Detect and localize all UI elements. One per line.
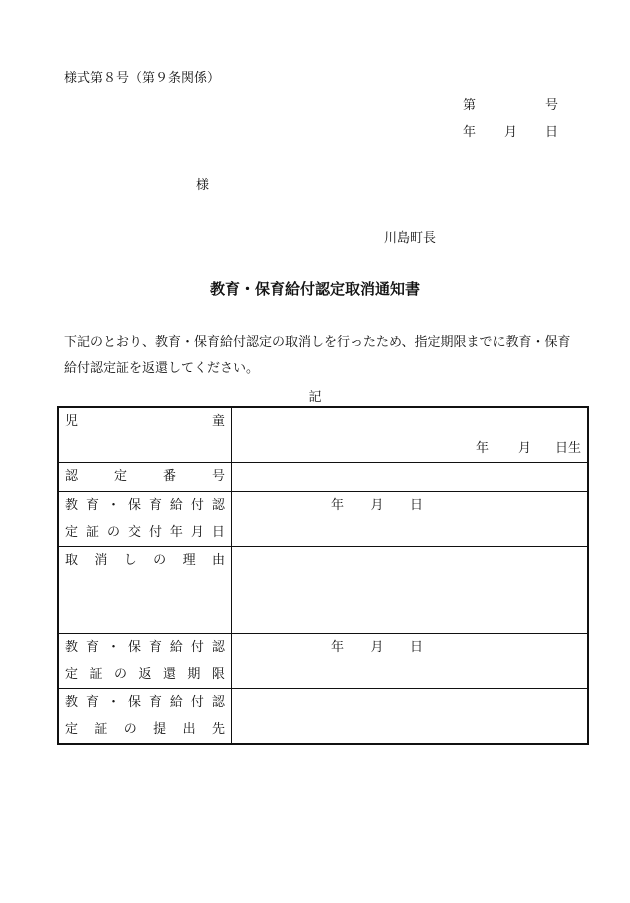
issue-year-label: 年 (331, 498, 345, 513)
cert-number-row (58, 463, 588, 492)
label-char: 給 (169, 498, 183, 513)
document-title: 教育・保育給付認定取消通知書 (209, 280, 420, 298)
label-char: 育 (148, 498, 162, 513)
cert-number-label-cell (58, 463, 232, 492)
label-char: 期 (187, 667, 201, 682)
label-char: の (123, 722, 137, 737)
label-char: ・ (106, 695, 120, 710)
birth-day-label: 日生 (554, 441, 581, 456)
label-char: 年 (169, 525, 183, 540)
label-char: の (153, 553, 167, 568)
label-char: 定 (65, 525, 79, 540)
return-deadline-label-line1 (59, 634, 231, 661)
return-year-label: 年 (331, 640, 345, 655)
label-char: 育 (148, 695, 162, 710)
label-char: 認 (211, 640, 225, 655)
issue-date-value (331, 492, 423, 519)
reason-label-cell (58, 547, 232, 634)
label-char: 教 (65, 640, 79, 655)
label-char: 証 (85, 525, 99, 540)
return-deadline-value-cell (232, 634, 589, 689)
label-char: 保 (127, 498, 141, 513)
issue-date-value-cell (232, 492, 589, 547)
label-char: 育 (85, 498, 99, 513)
year-label: 年 (463, 125, 477, 140)
label-char: 認 (65, 469, 79, 484)
issue-date-label-line1 (59, 492, 231, 519)
label-char: 消 (94, 553, 108, 568)
number-prefix: 第 (463, 98, 477, 113)
label-char: 付 (148, 525, 162, 540)
document-number-line (463, 94, 558, 113)
return-deadline-row (58, 634, 588, 689)
day-label: 日 (544, 125, 558, 140)
label-char: 児 (65, 414, 79, 429)
cert-number-value-cell (232, 463, 589, 492)
label-char: 付 (190, 640, 204, 655)
label-char: 交 (127, 525, 141, 540)
birth-date (232, 435, 587, 462)
label-char: し (123, 553, 137, 568)
label-char: 番 (162, 469, 176, 484)
label-char: 給 (169, 640, 183, 655)
label-char: 付 (190, 498, 204, 513)
return-day-label: 日 (409, 640, 423, 655)
issue-date-label-cell (58, 492, 232, 547)
label-char: の (113, 667, 127, 682)
label-char: 認 (211, 695, 225, 710)
label-char: の (106, 525, 120, 540)
child-label (59, 408, 231, 435)
label-char: 還 (162, 667, 176, 682)
submit-to-label-cell (58, 689, 232, 745)
body-text: 下記のとおり、教育・保育給付認定の取消しを行ったため、指定期限までに教育・保育給付認定証を返還してください。 (64, 335, 571, 376)
form-number: 様式第８号（第９条関係） (64, 71, 221, 86)
label-char: ・ (106, 640, 120, 655)
label-char: 教 (65, 695, 79, 710)
child-row (58, 407, 588, 463)
label-char: 保 (127, 695, 141, 710)
reason-value-cell (232, 547, 589, 634)
label-char: 育 (85, 640, 99, 655)
sender-name: 川島町長 (384, 231, 437, 246)
issue-date-label-line2 (59, 519, 231, 546)
label-char: 育 (85, 695, 99, 710)
label-char: 先 (211, 722, 225, 737)
ki-heading: 記 (308, 390, 322, 405)
birth-month-label: 月 (517, 441, 531, 456)
label-char: 日 (211, 525, 225, 540)
birth-year-label: 年 (475, 441, 489, 456)
issue-day-label: 日 (409, 498, 423, 513)
record-table (57, 406, 589, 745)
return-deadline-value (331, 634, 423, 661)
return-deadline-label-cell (58, 634, 232, 689)
number-suffix: 号 (544, 98, 558, 113)
reason-row (58, 547, 588, 634)
label-char: 提 (153, 722, 167, 737)
issue-date-row (58, 492, 588, 547)
label-char: 童 (211, 414, 225, 429)
label-char: 定 (65, 667, 79, 682)
addressee-honorific: 様 (196, 178, 210, 193)
label-char: 出 (182, 722, 196, 737)
cert-number-label (59, 463, 231, 490)
label-char: 理 (182, 553, 196, 568)
label-char: 定 (65, 722, 79, 737)
label-char: 給 (169, 695, 183, 710)
label-char: 月 (190, 525, 204, 540)
submit-to-row (58, 689, 588, 745)
return-month-label: 月 (370, 640, 384, 655)
return-deadline-label-line2 (59, 661, 231, 688)
label-char: 由 (211, 553, 225, 568)
label-char: 育 (148, 640, 162, 655)
child-label-cell (58, 407, 232, 463)
label-char: 号 (211, 469, 225, 484)
submit-to-label-line2 (59, 716, 231, 743)
label-char: 証 (89, 667, 103, 682)
label-char: 取 (65, 553, 79, 568)
child-value-cell (232, 407, 589, 463)
issue-date-line (463, 121, 558, 140)
label-char: ・ (106, 498, 120, 513)
issue-month-label: 月 (370, 498, 384, 513)
label-char: 返 (138, 667, 152, 682)
label-char: 付 (190, 695, 204, 710)
reason-label (59, 547, 231, 574)
label-char: 限 (211, 667, 225, 682)
month-label: 月 (503, 125, 517, 140)
label-char: 教 (65, 498, 79, 513)
label-char: 認 (211, 498, 225, 513)
label-char: 証 (94, 722, 108, 737)
label-char: 保 (127, 640, 141, 655)
submit-to-label-line1 (59, 689, 231, 716)
submit-to-value-cell (232, 689, 589, 745)
label-char: 定 (113, 469, 127, 484)
